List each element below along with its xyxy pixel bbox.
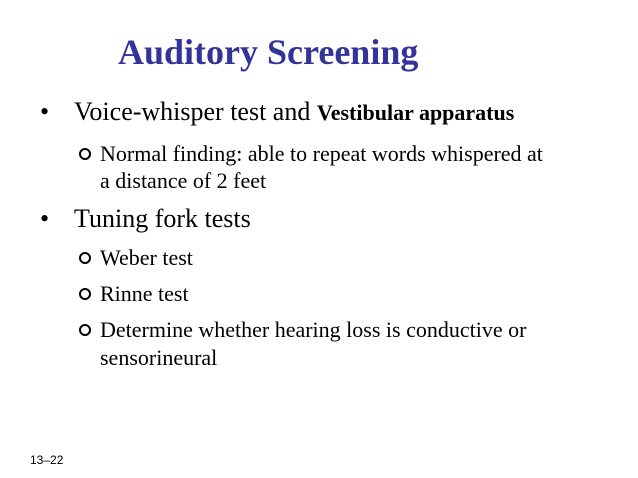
bullet-text: Tuning fork tests [74,204,251,233]
bullet-bold-text: Vestibular apparatus [316,100,515,125]
bullet-text: Voice-whisper test and [74,97,317,126]
sub-bullet-text-line2: sensorineural [100,345,218,370]
slide-number: 13–22 [30,453,64,467]
sub-bullet-text-line2: a distance of 2 feet [100,168,267,193]
ring-bullet-icon [79,288,91,300]
ring-bullet-icon [79,148,91,160]
sub-bullet-text-line1: Weber test [100,245,193,270]
sub-bullet-text-line1: Determine whether hearing loss is conductive or [100,317,527,342]
ring-bullet-icon [79,324,91,336]
sub-bullet-text-line1: Rinne test [100,281,189,306]
slide-title: Auditory Screening [118,32,419,72]
bullet-dot-icon: • [40,204,50,233]
bullet-dot-icon: • [40,97,50,126]
ring-bullet-icon [79,252,91,264]
sub-bullet-text-line1: Normal finding: able to repeat words whispered at [100,141,543,166]
